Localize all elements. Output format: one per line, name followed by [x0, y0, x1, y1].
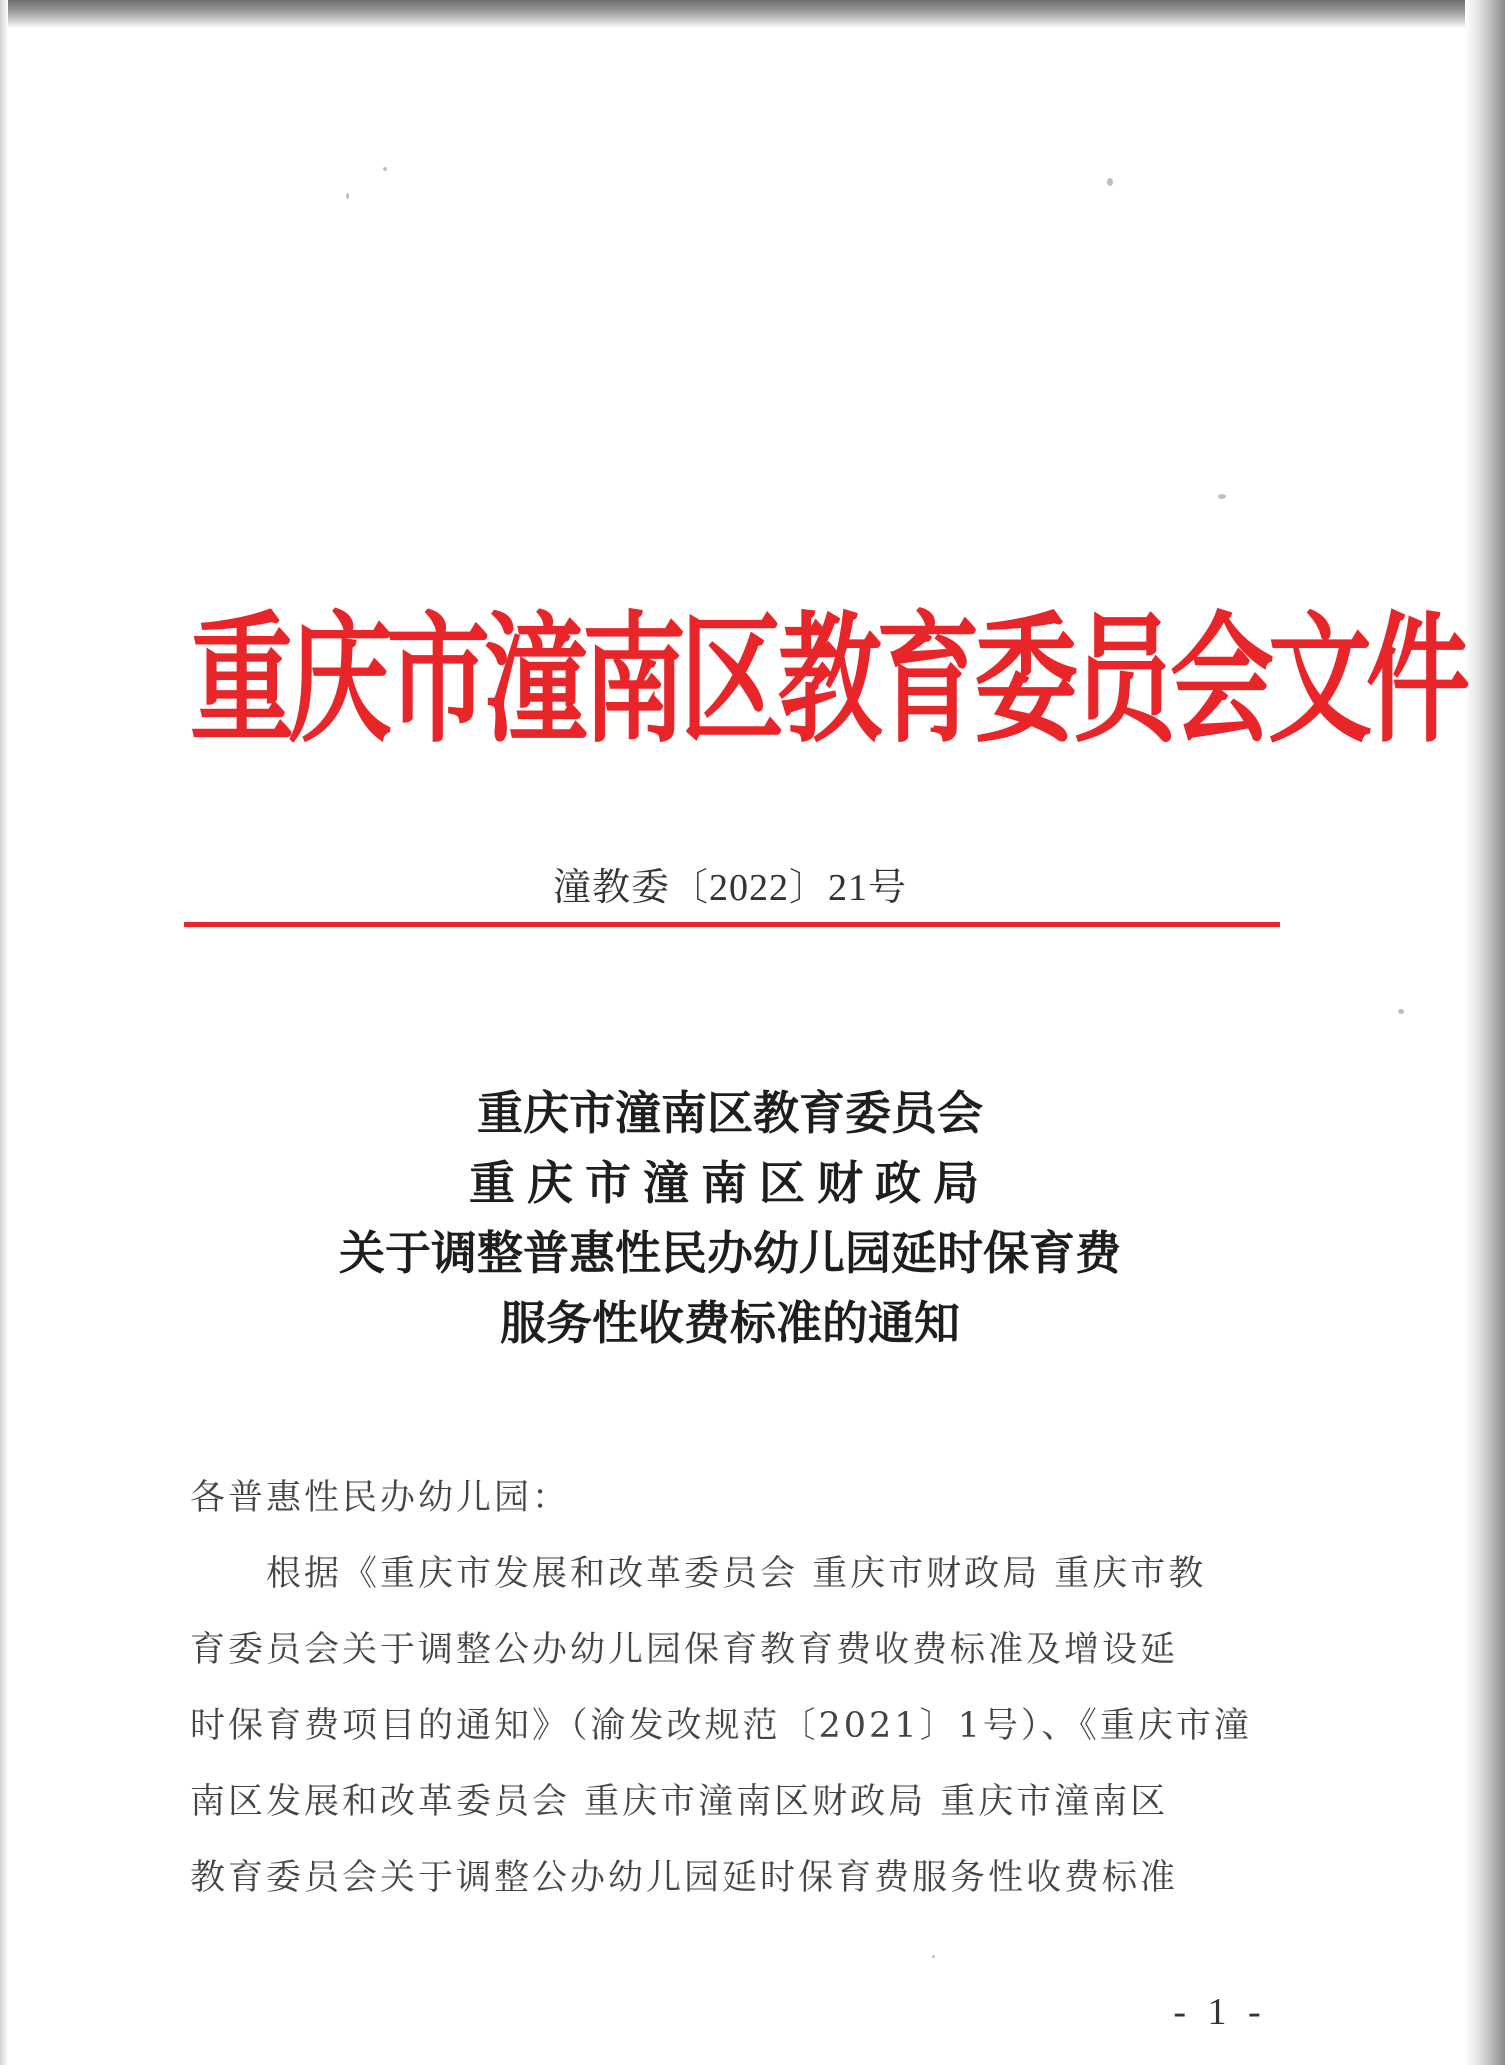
title-line-issuer-2: 重庆市潼南区财政局	[469, 1156, 991, 1210]
scan-speck	[1398, 1009, 1404, 1014]
title-line-issuer-1: 重庆市潼南区教育委员会	[477, 1086, 983, 1140]
red-divider-line	[184, 922, 1280, 927]
scan-speck	[932, 1955, 935, 1958]
title-line-subject-1: 关于调整普惠性民办幼儿园延时保育费	[339, 1226, 1121, 1280]
body-line: 时保育费项目的通知》（渝发改规范〔2021〕1号）、《重庆市潼	[190, 1706, 1252, 1746]
salutation: 各普惠性民办幼儿园：	[190, 1478, 571, 1518]
notice-title	[180, 1078, 1280, 1358]
body-line: 南区发展和改革委员会 重庆市潼南区财政局 重庆市潼南区	[190, 1782, 1169, 1822]
body-line: 教育委员会关于调整公办幼儿园延时保育费服务性收费标准	[190, 1858, 1179, 1898]
masthead-title: 重庆市潼南区教育委员会文件	[190, 596, 1465, 763]
body-line: 育委员会关于调整公办幼儿园保育教育费收费标准及增设延	[190, 1630, 1179, 1670]
scan-speck	[383, 167, 387, 171]
scan-speck	[1218, 494, 1226, 499]
scan-speck	[1107, 178, 1113, 186]
scan-edge-right	[1465, 0, 1505, 2065]
page-number: - 1 -	[1173, 1991, 1267, 2033]
title-line-subject-2: 服务性收费标准的通知	[500, 1296, 960, 1350]
body-line: 根据《重庆市发展和改革委员会 重庆市财政局 重庆市教	[266, 1554, 1207, 1594]
document-number: 潼教委〔2022〕21号	[552, 867, 907, 909]
scan-edge-top	[0, 0, 1505, 28]
scan-speck	[346, 193, 349, 199]
body-paragraph	[190, 1536, 1260, 1916]
scan-edge-left	[0, 0, 8, 2065]
